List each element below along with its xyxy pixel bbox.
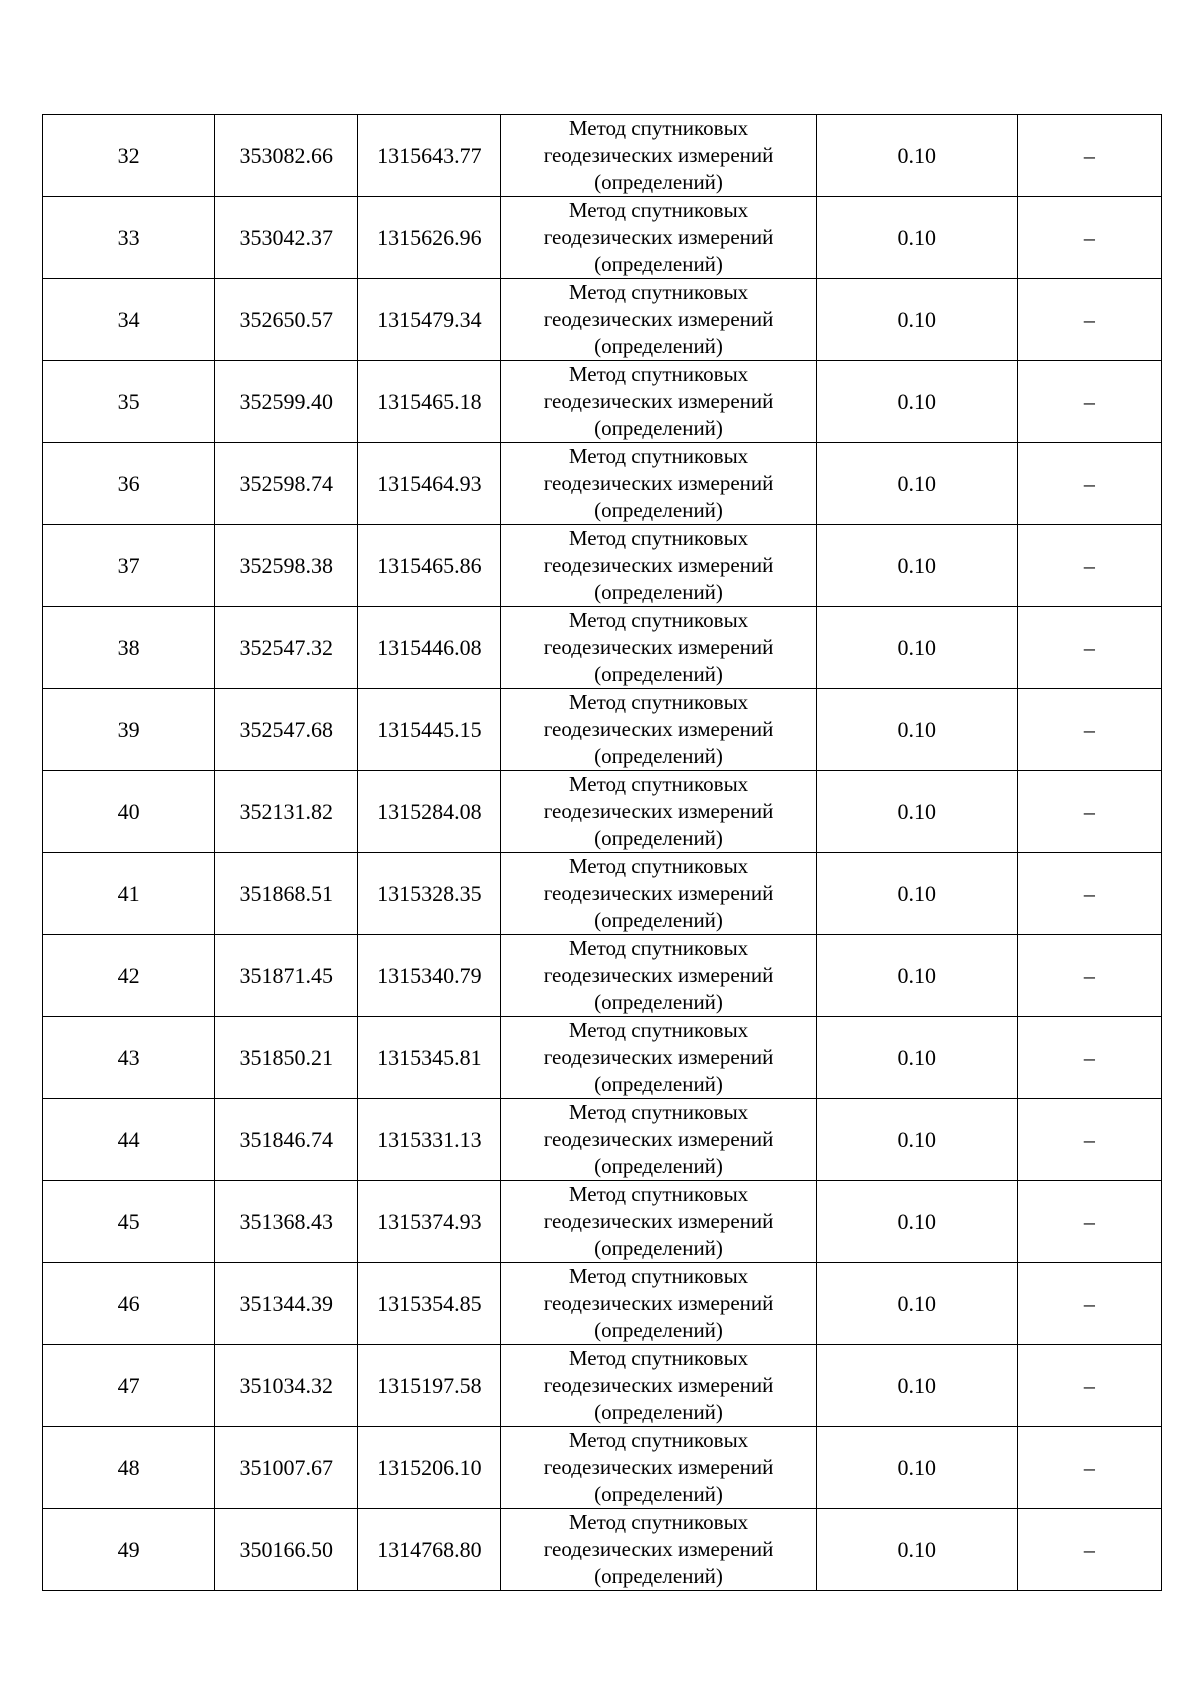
method-cell [501, 607, 816, 689]
x-coordinate-cell: 352650.57 [215, 279, 358, 361]
description-cell: – [1017, 279, 1161, 361]
x-coordinate-cell: 351871.45 [215, 935, 358, 1017]
point-number-cell: 33 [43, 197, 215, 279]
y-coordinate-cell: 1315445.15 [358, 689, 501, 771]
y-coordinate-cell: 1315197.58 [358, 1345, 501, 1427]
method-line: геодезических измерений [543, 635, 774, 659]
y-coordinate-cell: 1315328.35 [358, 853, 501, 935]
table-row [43, 771, 1162, 853]
description-cell: – [1017, 1345, 1161, 1427]
y-coordinate-cell: 1315354.85 [358, 1263, 501, 1345]
point-number-cell: 41 [43, 853, 215, 935]
method-line: геодезических измерений [543, 389, 774, 413]
precision-cell: 0.10 [816, 443, 1017, 525]
method-line: геодезических измерений [543, 307, 774, 331]
table-row [43, 689, 1162, 771]
y-coordinate-cell: 1315464.93 [358, 443, 501, 525]
method-line: Метод спутниковых [568, 772, 749, 796]
method-line: (определений) [594, 580, 723, 604]
method-line: Метод спутниковых [568, 1264, 749, 1288]
method-cell [501, 1263, 816, 1345]
method-line: (определений) [594, 662, 723, 686]
table-row [43, 525, 1162, 607]
point-number-cell: 46 [43, 1263, 215, 1345]
precision-cell: 0.10 [816, 197, 1017, 279]
method-line: Метод спутниковых [568, 608, 749, 632]
x-coordinate-cell: 353042.37 [215, 197, 358, 279]
precision-cell: 0.10 [816, 525, 1017, 607]
point-number-cell: 32 [43, 115, 215, 197]
method-line: геодезических измерений [543, 1455, 774, 1479]
point-number-cell: 35 [43, 361, 215, 443]
method-line: Метод спутниковых [568, 1510, 749, 1534]
description-cell: – [1017, 361, 1161, 443]
table-row [43, 1099, 1162, 1181]
point-number-cell: 37 [43, 525, 215, 607]
method-line: (определений) [594, 826, 723, 850]
method-line: геодезических измерений [543, 717, 774, 741]
precision-cell: 0.10 [816, 853, 1017, 935]
y-coordinate-cell: 1315374.93 [358, 1181, 501, 1263]
point-number-cell: 38 [43, 607, 215, 689]
method-line: (определений) [594, 1318, 723, 1342]
x-coordinate-cell: 352599.40 [215, 361, 358, 443]
method-line: Метод спутниковых [568, 854, 749, 878]
coordinates-table [42, 114, 1162, 1591]
point-number-cell: 48 [43, 1427, 215, 1509]
description-cell: – [1017, 197, 1161, 279]
point-number-cell: 40 [43, 771, 215, 853]
precision-cell: 0.10 [816, 1181, 1017, 1263]
precision-cell: 0.10 [816, 1263, 1017, 1345]
description-cell: – [1017, 1263, 1161, 1345]
table-row [43, 443, 1162, 525]
method-cell [501, 1427, 816, 1509]
method-line: Метод спутниковых [568, 444, 749, 468]
x-coordinate-cell: 351034.32 [215, 1345, 358, 1427]
table-row [43, 1345, 1162, 1427]
precision-cell: 0.10 [816, 1345, 1017, 1427]
method-line: Метод спутниковых [568, 116, 749, 140]
description-cell: – [1017, 525, 1161, 607]
precision-cell: 0.10 [816, 1099, 1017, 1181]
method-cell [501, 771, 816, 853]
method-line: (определений) [594, 908, 723, 932]
method-line: Метод спутниковых [568, 1018, 749, 1042]
method-cell [501, 525, 816, 607]
method-line: (определений) [594, 990, 723, 1014]
point-number-cell: 44 [43, 1099, 215, 1181]
table-row [43, 1263, 1162, 1345]
y-coordinate-cell: 1315284.08 [358, 771, 501, 853]
x-coordinate-cell: 351368.43 [215, 1181, 358, 1263]
method-cell [501, 689, 816, 771]
precision-cell: 0.10 [816, 771, 1017, 853]
method-line: геодезических измерений [543, 1537, 774, 1561]
method-line: (определений) [594, 498, 723, 522]
table-row [43, 935, 1162, 1017]
method-line: Метод спутниковых [568, 690, 749, 714]
method-line: геодезических измерений [543, 1127, 774, 1151]
method-cell [501, 443, 816, 525]
precision-cell: 0.10 [816, 1427, 1017, 1509]
precision-cell: 0.10 [816, 361, 1017, 443]
x-coordinate-cell: 352547.68 [215, 689, 358, 771]
method-line: (определений) [594, 252, 723, 276]
precision-cell: 0.10 [816, 689, 1017, 771]
method-cell [501, 279, 816, 361]
method-line: Метод спутниковых [568, 936, 749, 960]
table-row [43, 115, 1162, 197]
description-cell: – [1017, 1099, 1161, 1181]
y-coordinate-cell: 1315626.96 [358, 197, 501, 279]
x-coordinate-cell: 351850.21 [215, 1017, 358, 1099]
table-row [43, 1509, 1162, 1591]
method-line: (определений) [594, 1236, 723, 1260]
method-cell [501, 361, 816, 443]
y-coordinate-cell: 1315206.10 [358, 1427, 501, 1509]
point-number-cell: 39 [43, 689, 215, 771]
method-line: (определений) [594, 1400, 723, 1424]
description-cell: – [1017, 115, 1161, 197]
method-cell [501, 935, 816, 1017]
precision-cell: 0.10 [816, 1509, 1017, 1591]
method-line: геодезических измерений [543, 1209, 774, 1233]
method-line: геодезических измерений [543, 1045, 774, 1069]
x-coordinate-cell: 350166.50 [215, 1509, 358, 1591]
method-line: геодезических измерений [543, 1373, 774, 1397]
description-cell: – [1017, 443, 1161, 525]
table-row [43, 197, 1162, 279]
y-coordinate-cell: 1314768.80 [358, 1509, 501, 1591]
point-number-cell: 42 [43, 935, 215, 1017]
method-line: (определений) [594, 334, 723, 358]
method-line: (определений) [594, 170, 723, 194]
method-cell [501, 115, 816, 197]
point-number-cell: 43 [43, 1017, 215, 1099]
precision-cell: 0.10 [816, 279, 1017, 361]
y-coordinate-cell: 1315331.13 [358, 1099, 501, 1181]
description-cell: – [1017, 607, 1161, 689]
x-coordinate-cell: 352547.32 [215, 607, 358, 689]
method-line: геодезических измерений [543, 881, 774, 905]
method-line: Метод спутниковых [568, 1428, 749, 1452]
table-row [43, 607, 1162, 689]
precision-cell: 0.10 [816, 115, 1017, 197]
method-line: геодезических измерений [543, 799, 774, 823]
x-coordinate-cell: 353082.66 [215, 115, 358, 197]
description-cell: – [1017, 1181, 1161, 1263]
method-cell [501, 1509, 816, 1591]
precision-cell: 0.10 [816, 935, 1017, 1017]
description-cell: – [1017, 771, 1161, 853]
method-line: (определений) [594, 1482, 723, 1506]
x-coordinate-cell: 351344.39 [215, 1263, 358, 1345]
method-line: геодезических измерений [543, 143, 774, 167]
y-coordinate-cell: 1315479.34 [358, 279, 501, 361]
description-cell: – [1017, 935, 1161, 1017]
description-cell: – [1017, 853, 1161, 935]
precision-cell: 0.10 [816, 1017, 1017, 1099]
method-line: геодезических измерений [543, 963, 774, 987]
x-coordinate-cell: 352598.38 [215, 525, 358, 607]
method-line: геодезических измерений [543, 1291, 774, 1315]
table-row [43, 361, 1162, 443]
method-line: геодезических измерений [543, 471, 774, 495]
y-coordinate-cell: 1315340.79 [358, 935, 501, 1017]
y-coordinate-cell: 1315643.77 [358, 115, 501, 197]
method-line: Метод спутниковых [568, 1182, 749, 1206]
x-coordinate-cell: 351868.51 [215, 853, 358, 935]
x-coordinate-cell: 351846.74 [215, 1099, 358, 1181]
method-line: (определений) [594, 744, 723, 768]
precision-cell: 0.10 [816, 607, 1017, 689]
point-number-cell: 49 [43, 1509, 215, 1591]
x-coordinate-cell: 352131.82 [215, 771, 358, 853]
method-line: Метод спутниковых [568, 526, 749, 550]
method-line: Метод спутниковых [568, 1100, 749, 1124]
table-row [43, 853, 1162, 935]
table-row [43, 1427, 1162, 1509]
y-coordinate-cell: 1315465.18 [358, 361, 501, 443]
method-line: (определений) [594, 1072, 723, 1096]
point-number-cell: 47 [43, 1345, 215, 1427]
coordinates-table-body [43, 115, 1162, 1591]
y-coordinate-cell: 1315345.81 [358, 1017, 501, 1099]
table-row [43, 279, 1162, 361]
point-number-cell: 34 [43, 279, 215, 361]
method-cell [501, 1181, 816, 1263]
method-line: Метод спутниковых [568, 198, 749, 222]
y-coordinate-cell: 1315446.08 [358, 607, 501, 689]
description-cell: – [1017, 689, 1161, 771]
method-line: (определений) [594, 1154, 723, 1178]
point-number-cell: 45 [43, 1181, 215, 1263]
method-line: геодезических измерений [543, 553, 774, 577]
method-cell [501, 853, 816, 935]
table-row [43, 1017, 1162, 1099]
point-number-cell: 36 [43, 443, 215, 525]
y-coordinate-cell: 1315465.86 [358, 525, 501, 607]
description-cell: – [1017, 1017, 1161, 1099]
method-cell [501, 1099, 816, 1181]
x-coordinate-cell: 351007.67 [215, 1427, 358, 1509]
method-line: (определений) [594, 416, 723, 440]
method-line: Метод спутниковых [568, 280, 749, 304]
x-coordinate-cell: 352598.74 [215, 443, 358, 525]
method-cell [501, 1345, 816, 1427]
method-cell [501, 1017, 816, 1099]
method-line: Метод спутниковых [568, 1346, 749, 1370]
method-line: геодезических измерений [543, 225, 774, 249]
description-cell: – [1017, 1427, 1161, 1509]
method-cell [501, 197, 816, 279]
method-line: (определений) [594, 1564, 723, 1588]
description-cell: – [1017, 1509, 1161, 1591]
table-row [43, 1181, 1162, 1263]
method-line: Метод спутниковых [568, 362, 749, 386]
